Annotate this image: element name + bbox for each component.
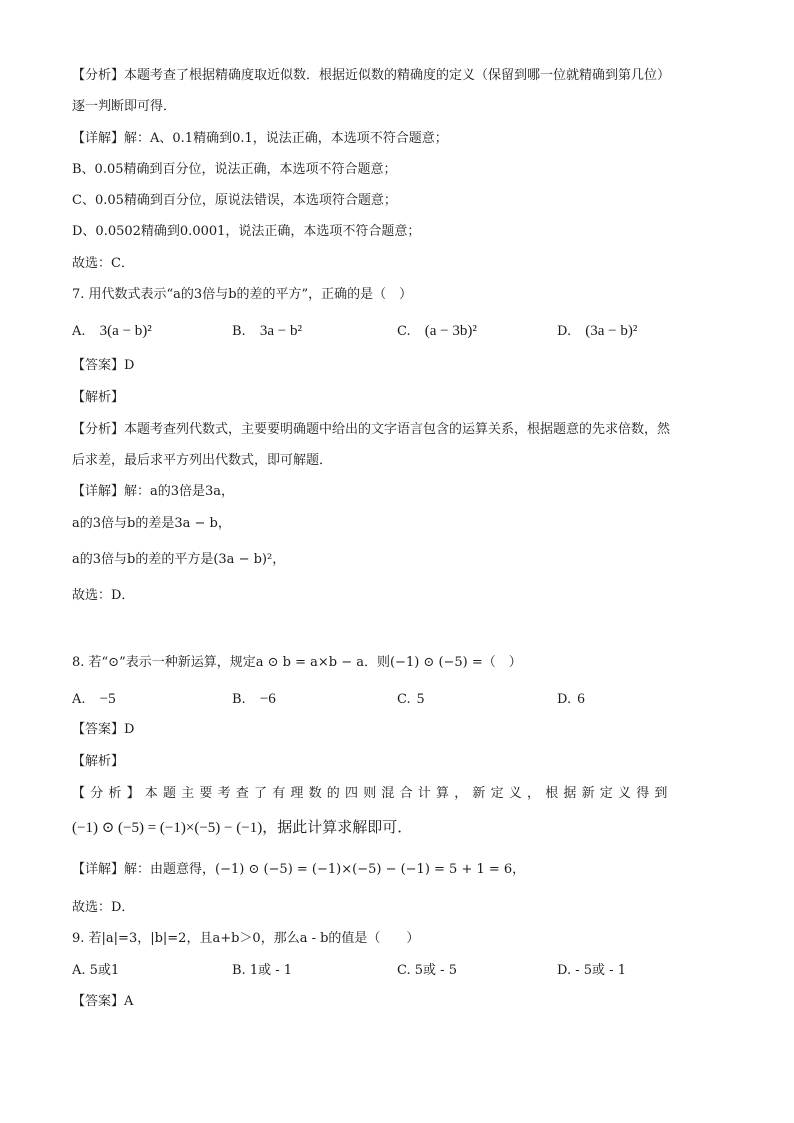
q7-detail-1: 【详解】解：a的3倍是3a， xyxy=(72,484,235,499)
q7-answer: 【答案】D xyxy=(72,358,135,373)
option-label: D. xyxy=(557,692,572,707)
q8-analysis-line-1: 【分析】本题主要考查了有理数的四则混合计算，新定义，根据新定义得到 xyxy=(72,786,673,801)
q9-stem: 9. 若|a|=3，|b|=2，且a+b＞0，那么a - b的值是（ ） xyxy=(72,931,420,946)
option-label: B. xyxy=(232,324,246,339)
option-expr: (a − 3b)² xyxy=(424,323,477,339)
option-expr: 5或1 xyxy=(89,963,120,978)
q8-stem: 8. 若“⊙”表示一种新运算，规定a ⊙ b = a×b − a．则(−1) ⊙ (−5) =（ ） xyxy=(72,655,522,670)
q6-detail-b: B、0.05精确到百分位，说法正确，本选项不符合题意； xyxy=(72,162,397,177)
option-label: B. xyxy=(232,692,246,707)
option-expr: (3a − b)² xyxy=(585,323,638,339)
q8-option-b xyxy=(232,688,276,711)
q9-option-b xyxy=(232,960,292,982)
option-expr: 5 xyxy=(416,691,425,707)
option-label: C. xyxy=(397,963,411,978)
q6-analysis-line-2: 逐一判断即可得． xyxy=(72,99,177,114)
q7-conclusion: 故选：D． xyxy=(72,588,135,603)
q6-conclusion: 故选：C． xyxy=(72,256,134,271)
option-expr: 3a − b² xyxy=(259,323,302,339)
option-label: B. xyxy=(232,963,246,978)
option-label: A. xyxy=(72,324,86,339)
q7-analysis-line-2: 后求差，最后求平方列出代数式，即可解题． xyxy=(72,453,333,468)
q6-analysis-line-1: 【分析】本题考查了根据精确度取近似数．根据近似数的精确度的定义（保留到哪一位就精确到第几位） xyxy=(72,68,671,83)
q6-detail-d: D、0.0502精确到0.0001，说法正确，本选项不符合题意； xyxy=(72,224,421,239)
option-expr: 1或 - 1 xyxy=(249,963,293,978)
q8-option-d xyxy=(557,688,585,711)
option-expr: 5或 - 5 xyxy=(414,963,457,978)
q7-stem: 7. 用代数式表示“a的3倍与b的差的平方”，正确的是（ ） xyxy=(72,287,413,302)
option-label: D. xyxy=(557,324,572,339)
q7-option-c xyxy=(397,320,477,343)
option-label: A. xyxy=(72,963,86,978)
q8-option-a xyxy=(72,688,116,711)
q9-answer: 【答案】A xyxy=(72,994,134,1009)
q7-option-b xyxy=(232,320,302,343)
q6-detail-c: C、0.05精确到百分位，原说法错误，本选项符合题意； xyxy=(72,193,397,208)
q8-analysis-line-2: (−1) ⊙ (−5) = (−1)×(−5) − (−1)，据此计算求解即可． xyxy=(72,820,413,836)
q7-option-d xyxy=(557,320,637,343)
q8-detail: 【详解】解：由题意得，(−1) ⊙ (−5) = (−1)×(−5) − (−1) = 5 + 1 = 6， xyxy=(72,862,526,877)
q8-option-c xyxy=(397,688,424,711)
q9-option-c xyxy=(397,960,457,982)
q7-explain-tag: 【解析】 xyxy=(72,390,125,405)
option-label: C. xyxy=(397,692,411,707)
q7-option-a xyxy=(72,320,152,343)
option-expr: - 5或 - 1 xyxy=(575,963,626,978)
option-expr: −5 xyxy=(99,691,116,707)
q8-conclusion: 故选：D． xyxy=(72,900,135,915)
option-expr: 3(a − b)² xyxy=(99,323,152,339)
option-expr: 6 xyxy=(577,691,585,707)
q9-option-d xyxy=(557,960,626,982)
option-label: D. xyxy=(557,963,572,978)
option-expr: −6 xyxy=(259,691,276,707)
q9-option-a xyxy=(72,960,119,982)
option-label: C. xyxy=(397,324,411,339)
q7-analysis-line-1: 【分析】本题考查列代数式，主要要明确题中给出的文字语言包含的运算关系，根据题意的先求倍数，然 xyxy=(72,422,671,437)
q8-explain-tag: 【解析】 xyxy=(72,754,125,769)
q7-detail-3: a的3倍与b的差的平方是(3a − b)²， xyxy=(72,552,286,567)
q8-answer: 【答案】D xyxy=(72,722,135,737)
option-label: A. xyxy=(72,692,86,707)
q7-detail-2: a的3倍与b的差是3a − b， xyxy=(72,516,231,531)
q6-detail-a: 【详解】解：A、0.1精确到0.1，说法正确，本选项不符合题意； xyxy=(72,131,448,146)
